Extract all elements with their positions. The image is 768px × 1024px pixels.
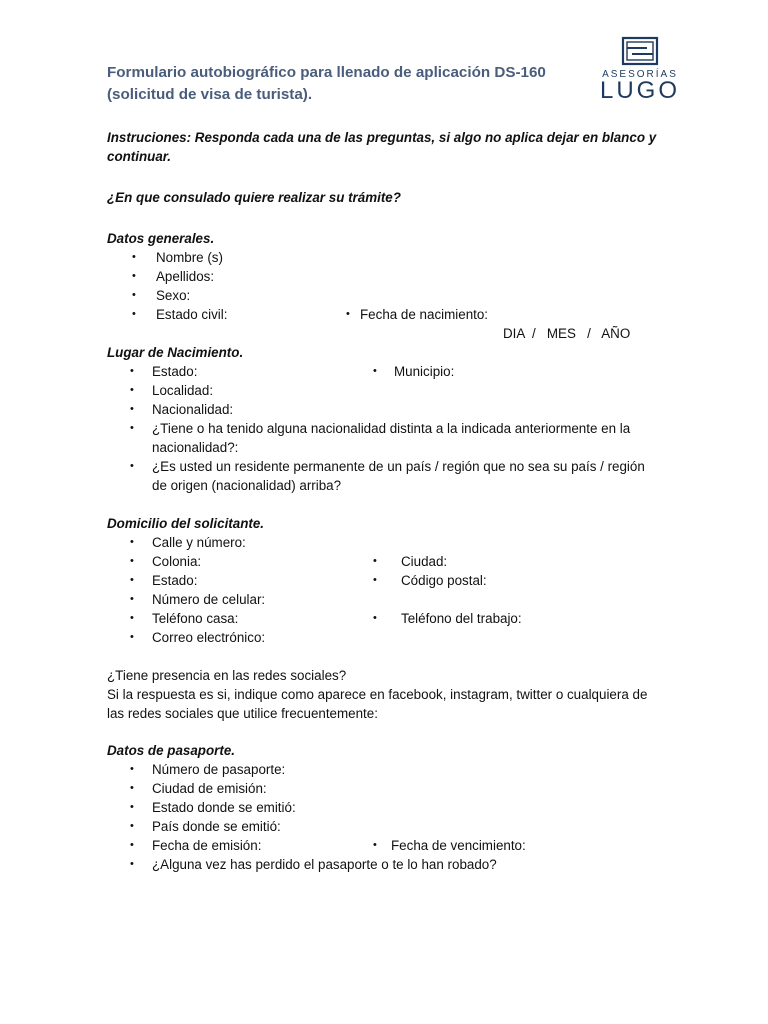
field-fecha-nacimiento: Fecha de nacimiento: [360, 307, 489, 322]
logo-word-lugo: LUGO [599, 77, 680, 104]
bullet-icon: • [346, 308, 350, 320]
company-logo [598, 36, 688, 106]
bullet-icon: • [132, 251, 136, 263]
bullet-icon: • [130, 460, 134, 472]
consulado-question: ¿En que consulado quiere realizar su trámite? [107, 190, 401, 205]
field-otra-nacionalidad-line-2: nacionalidad?: [152, 440, 239, 455]
field-numero-pasaporte: Número de pasaporte: [152, 762, 286, 777]
bullet-icon: • [130, 631, 134, 643]
bullet-icon: • [130, 384, 134, 396]
bullet-icon: • [130, 782, 134, 794]
redes-sociales-line-2: las redes sociales que utilice frecuentemente: [107, 706, 378, 721]
field-telefono-trabajo: Teléfono del trabajo: [401, 611, 522, 626]
date-format-hint: DIA / MES / AÑO [503, 326, 631, 341]
field-telefono-casa: Teléfono casa: [152, 611, 239, 626]
bullet-icon: • [130, 858, 134, 870]
field-residente-line-1: ¿Es usted un residente permanente de un país / región que no sea su país / región [152, 459, 645, 474]
bullet-icon: • [373, 365, 377, 377]
bullet-icon: • [130, 839, 134, 851]
bullet-icon: • [373, 555, 377, 567]
field-codigo-postal: Código postal: [401, 573, 487, 588]
section-heading-datos-generales: Datos generales. [107, 231, 215, 246]
bullet-icon: • [132, 289, 136, 301]
logo-word-asesorias: ASESORÍAS [602, 69, 678, 80]
field-otra-nacionalidad-line-1: ¿Tiene o ha tenido alguna nacionalidad distinta a la indicada anteriormente en la [152, 421, 631, 436]
field-estado-domicilio: Estado: [152, 573, 198, 588]
bullet-icon: • [373, 839, 377, 851]
field-correo: Correo electrónico: [152, 630, 266, 645]
field-residente-line-2: de origen (nacionalidad) arriba? [152, 478, 342, 493]
title-line-2: (solicitud de visa de turista). [107, 86, 313, 103]
field-ciudad-emision: Ciudad de emisión: [152, 781, 267, 796]
field-municipio: Municipio: [394, 364, 455, 379]
bullet-icon: • [130, 763, 134, 775]
field-fecha-emision: Fecha de emisión: [152, 838, 262, 853]
bullet-icon: • [130, 403, 134, 415]
field-colonia: Colonia: [152, 554, 202, 569]
field-estado-civil: Estado civil: [156, 307, 228, 322]
field-pasaporte-perdido: ¿Alguna vez has perdido el pasaporte o te lo han robado? [152, 857, 497, 872]
section-heading-lugar-nacimiento: Lugar de Nacimiento. [107, 345, 244, 360]
logo-mark-icon [598, 36, 688, 72]
field-celular: Número de celular: [152, 592, 266, 607]
instructions-line-1: Instruciones: Responda cada una de las preguntas, si algo no aplica dejar en blanco y [107, 130, 657, 145]
field-pais-emitio: País donde se emitió: [152, 819, 281, 834]
field-apellidos: Apellidos: [156, 269, 215, 284]
bullet-icon: • [130, 365, 134, 377]
bullet-icon: • [130, 536, 134, 548]
field-fecha-vencimiento: Fecha de vencimiento: [391, 838, 526, 853]
field-ciudad: Ciudad: [401, 554, 448, 569]
field-calle: Calle y número: [152, 535, 246, 550]
redes-sociales-question: ¿Tiene presencia en las redes sociales? [107, 668, 347, 683]
field-sexo: Sexo: [156, 288, 191, 303]
bullet-icon: • [373, 612, 377, 624]
bullet-icon: • [130, 820, 134, 832]
bullet-icon: • [130, 593, 134, 605]
field-localidad: Localidad: [152, 383, 214, 398]
field-estado-nacimiento: Estado: [152, 364, 198, 379]
section-heading-domicilio: Domicilio del solicitante. [107, 516, 265, 531]
instructions-line-2: continuar. [107, 149, 171, 164]
bullet-icon: • [373, 574, 377, 586]
bullet-icon: • [130, 612, 134, 624]
field-nacionalidad: Nacionalidad: [152, 402, 234, 417]
bullet-icon: • [130, 574, 134, 586]
bullet-icon: • [132, 270, 136, 282]
title-line-1: Formulario autobiográfico para llenado de aplicación DS-160 [107, 64, 546, 81]
bullet-icon: • [132, 308, 136, 320]
bullet-icon: • [130, 555, 134, 567]
field-nombre: Nombre (s) [156, 250, 223, 265]
redes-sociales-line-1: Si la respuesta es si, indique como aparece en facebook, instagram, twitter o cualquiera de [107, 687, 648, 702]
bullet-icon: • [130, 422, 134, 434]
field-estado-emitio: Estado donde se emitió: [152, 800, 296, 815]
section-heading-pasaporte: Datos de pasaporte. [107, 743, 235, 758]
document-title [107, 62, 577, 106]
bullet-icon: • [130, 801, 134, 813]
